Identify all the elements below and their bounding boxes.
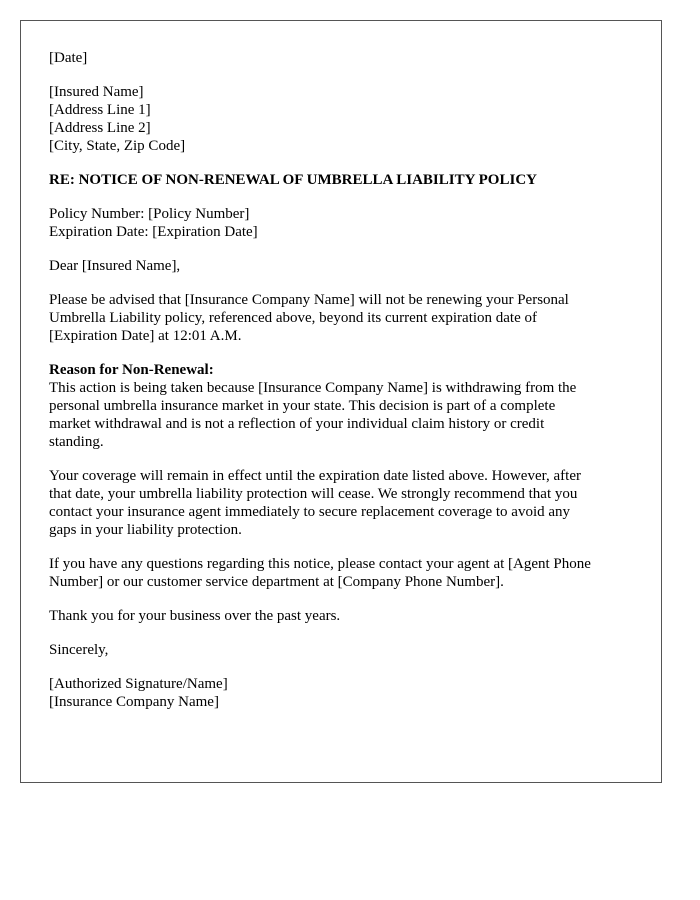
text-line: This action is being taken because [Insurance Company Name] is withdrawing from the xyxy=(49,380,577,396)
address-line-2: [Address Line 2] xyxy=(49,120,151,136)
text-line: that date, your umbrella liability protection will cease. We strongly recommend that you xyxy=(49,486,578,502)
intro-paragraph xyxy=(49,291,632,345)
salutation: Dear [Insured Name], xyxy=(49,258,181,274)
subject-line: RE: NOTICE OF NON-RENEWAL OF UMBRELLA LIABILITY POLICY xyxy=(49,172,537,188)
city-state-zip: [City, State, Zip Code] xyxy=(49,138,186,154)
reason-heading: Reason for Non-Renewal: xyxy=(49,362,214,378)
text-line: If you have any questions regarding this notice, please contact your agent at [Agent Phone xyxy=(49,556,591,572)
text-line: Umbrella Liability policy, referenced above, beyond its current expiration date of xyxy=(49,310,538,326)
signature-block xyxy=(49,675,632,711)
text-line: contact your insurance agent immediately to secure replacement coverage to avoid any xyxy=(49,504,571,520)
policy-number: Policy Number: [Policy Number] xyxy=(49,206,250,222)
closing: Sincerely, xyxy=(49,642,109,658)
date: [Date] xyxy=(49,50,88,66)
text-line: Your coverage will remain in effect until the expiration date listed above. However, after xyxy=(49,468,581,484)
recipient-name: [Insured Name] xyxy=(49,84,144,100)
thanks-paragraph: Thank you for your business over the past years. xyxy=(49,608,341,624)
signature-name: [Authorized Signature/Name] xyxy=(49,676,228,692)
letter xyxy=(20,20,662,783)
text-line: standing. xyxy=(49,434,104,450)
recipient-address xyxy=(49,83,632,155)
questions-paragraph xyxy=(49,555,632,591)
text-line: market withdrawal and is not a reflection of your individual claim history or credit xyxy=(49,416,545,432)
address-line-1: [Address Line 1] xyxy=(49,102,151,118)
text-line: [Expiration Date] at 12:01 A.M. xyxy=(49,328,242,344)
coverage-paragraph xyxy=(49,467,632,539)
policy-info xyxy=(49,205,632,241)
company-name: [Insurance Company Name] xyxy=(49,694,219,710)
text-line: Number] or our customer service department at [Company Phone Number]. xyxy=(49,574,504,590)
text-line: gaps in your liability protection. xyxy=(49,522,242,538)
expiration-date: Expiration Date: [Expiration Date] xyxy=(49,224,258,240)
text-line: Please be advised that [Insurance Company Name] will not be renewing your Personal xyxy=(49,292,569,308)
text-line: personal umbrella insurance market in your state. This decision is part of a complete xyxy=(49,398,556,414)
reason-paragraph xyxy=(49,361,632,451)
